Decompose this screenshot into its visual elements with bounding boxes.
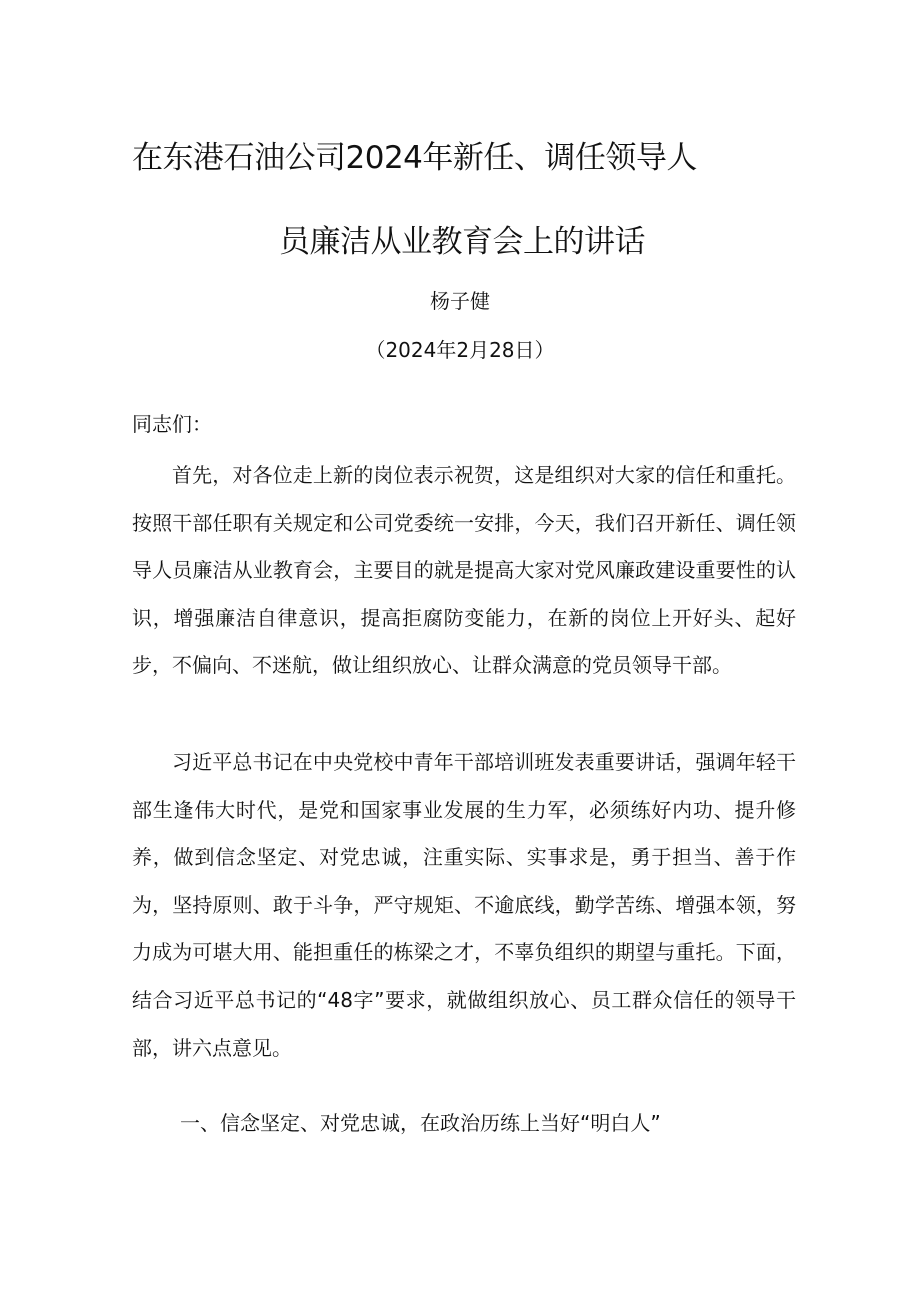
section-heading-1: 一、信念坚定、对党忠诚，在政治历练上当好“明白人” <box>180 1111 661 1135</box>
author-name: 杨子健 <box>430 289 490 313</box>
salutation: 同志们： <box>132 412 212 436</box>
paragraph-2: 习近平总书记在中央党校中青年干部培训班发表重要讲话，强调年轻干部生逢伟大时代，是党和国家事业发展的生力军，必须练好内功、提升修养，做到信念坚定、对党忠诚，注重实际、实事求是，勇于担当、善于作为，坚持原则、敢于斗争，严守规矩、不逾底线，勤学苦练、增强本领，努力成为可堪大用、能担重任的栋梁之才，不辜负组织的期望与重托。下面，结合习近平总书记的“48字”要求，就做组织放心、员工群众信任的领导干部，讲六点意见。 <box>132 750 796 1060</box>
title-line-2: 员廉洁从业教育会上的讲话 <box>279 224 645 260</box>
title-line-1: 在东港石油公司2024年新任、调任领导人 <box>132 140 697 176</box>
paragraph-1: 首先，对各位走上新的岗位表示祝贺，这是组织对大家的信任和重托。按照干部任职有关规定和公司党委统一安排，今天，我们召开新任、调任领导人员廉洁从业教育会，主要目的就是提高大家对党风廉政建设重要性的认识，增强廉洁自律意识，提高拒腐防变能力，在新的岗位上开好头、起好步，不偏向、不迷航，做让组织放心、让群众满意的党员领导干部。 <box>132 463 796 678</box>
speech-date: （2024年2月28日） <box>365 338 555 362</box>
